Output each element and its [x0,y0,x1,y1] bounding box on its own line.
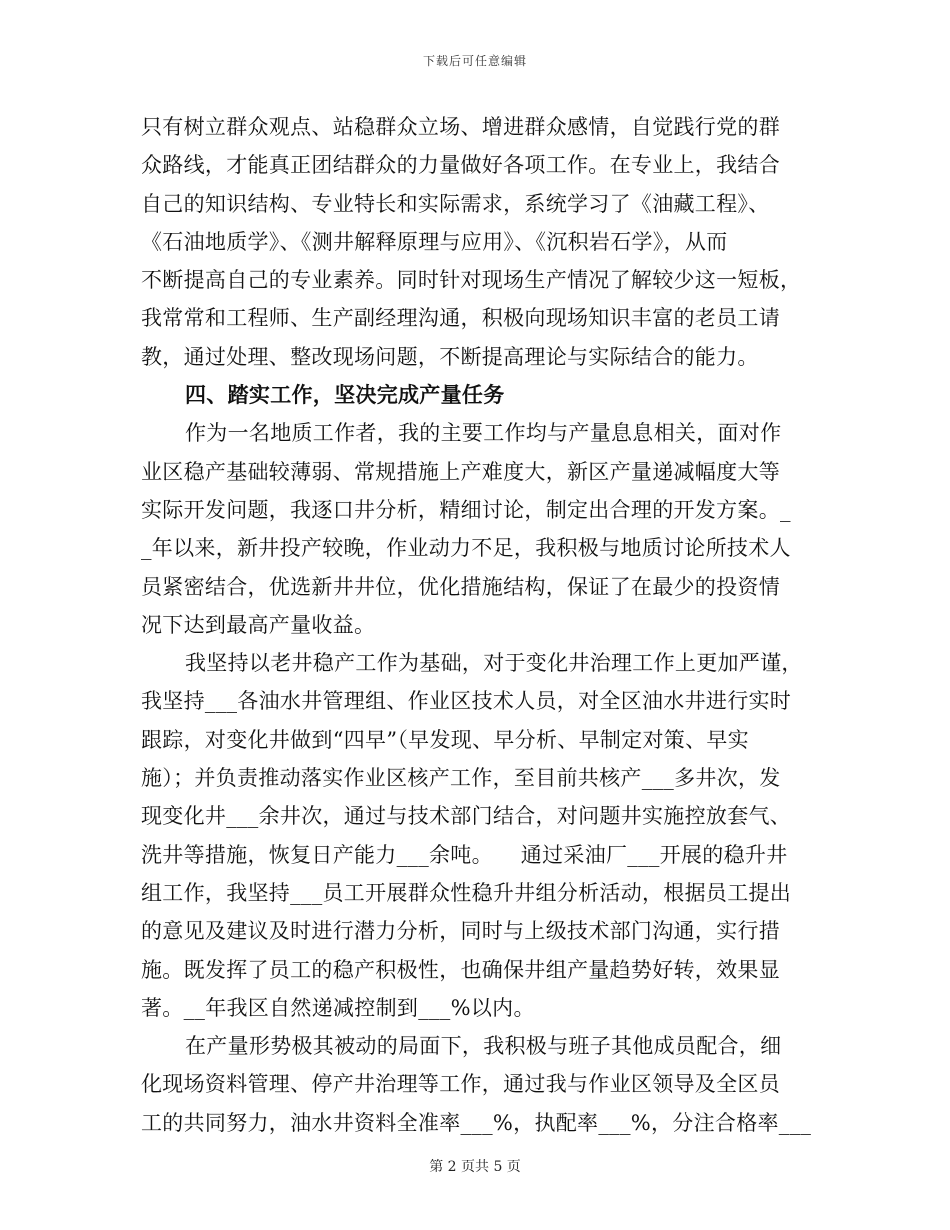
text-line: 化现场资料管理、停产井治理等工作，通过我与作业区领导及全区员 [141,1072,780,1097]
text-line: 洗井等措施，恢复日产能力___余吨。 通过采油厂___开展的稳升井 [141,842,788,867]
text-line: _年以来，新井投产较晚，作业动力不足，我积极与地质讨论所技术人 [141,536,791,561]
text-line: 教，通过处理、整改现场问题，不断提高理论与实际结合的能力。 [141,344,759,369]
text-line: 员紧密结合，优选新井井位，优化措施结构，保证了在最少的投资情 [141,574,780,599]
text-line: 况下达到最高产量收益。 [141,612,376,637]
text-line: 自己的知识结构、专业特长和实际需求，系统学习了《油藏工程》、 [141,191,770,216]
text-line: 我常常和工程师、生产副经理沟通，积极向现场知识丰富的老员工请 [141,306,780,331]
text-line: 众路线，才能真正团结群众的力量做好各项工作。在专业上，我结合 [141,153,780,178]
text-line: 工的共同努力，油水井资料全准率___%，执配率___%，分注合格率___ [141,1110,812,1135]
text-line: 实际开发问题，我逐口井分析，精细讨论，制定出合理的开发方案。_ [141,497,791,522]
page-header: 下载后可任意编辑 [422,54,527,68]
text-line: 业区稳产基础较薄弱、常规措施上产难度大，新区产量递减幅度大等 [141,459,780,484]
text-line: 我坚持___各油水井管理组、作业区技术人员，对全区油水井进行实时 [141,689,792,714]
text-line: 跟踪，对变化井做到“四早”（早发现、早分析、早制定对策、早实 [141,727,749,752]
section-heading: 四、踏实工作，坚决完成产量任务 [185,382,505,408]
page-number: 第 2 页共 5 页 [429,1159,521,1175]
text-line: 施）；并负责推动落实作业区核产工作，至目前共核产___多井次，发 [141,766,781,791]
text-line: 组工作，我坚持___员工开展群众性稳升井组分析活动，根据员工提出 [141,880,792,905]
text-line: 施。既发挥了员工的稳产积极性，也确保井组产量趋势好转，效果显 [141,957,780,982]
paragraph-first-line: 在产量形势极其被动的局面下，我积极与班子其他成员配合，细 [185,1034,782,1059]
text-line: 著。__年我区自然递减控制到___%以内。 [141,995,535,1020]
text-line: 只有树立群众观点、站稳群众立场、增进群众感情，自觉践行党的群 [141,115,780,139]
text-line: 不断提高自己的专业素养。同时针对现场生产情况了解较少这一短板， [141,268,802,293]
text-line: 的意见及建议及时进行潜力分析，同时与上级技术部门沟通，实行措 [141,919,780,944]
text-line: 现变化井___余井次，通过与技术部门结合，对问题井实施控放套气、 [141,804,792,829]
paragraph-first-line: 作为一名地质工作者，我的主要工作均与产量息息相关，面对作 [185,421,782,446]
paragraph-first-line: 我坚持以老井稳产工作为基础，对于变化井治理工作上更加严谨， [185,651,803,676]
text-line: 《石油地质学》、《测井解释原理与应用》、《沉积岩石学》，从而 [141,229,728,254]
document-body [141,108,812,1142]
